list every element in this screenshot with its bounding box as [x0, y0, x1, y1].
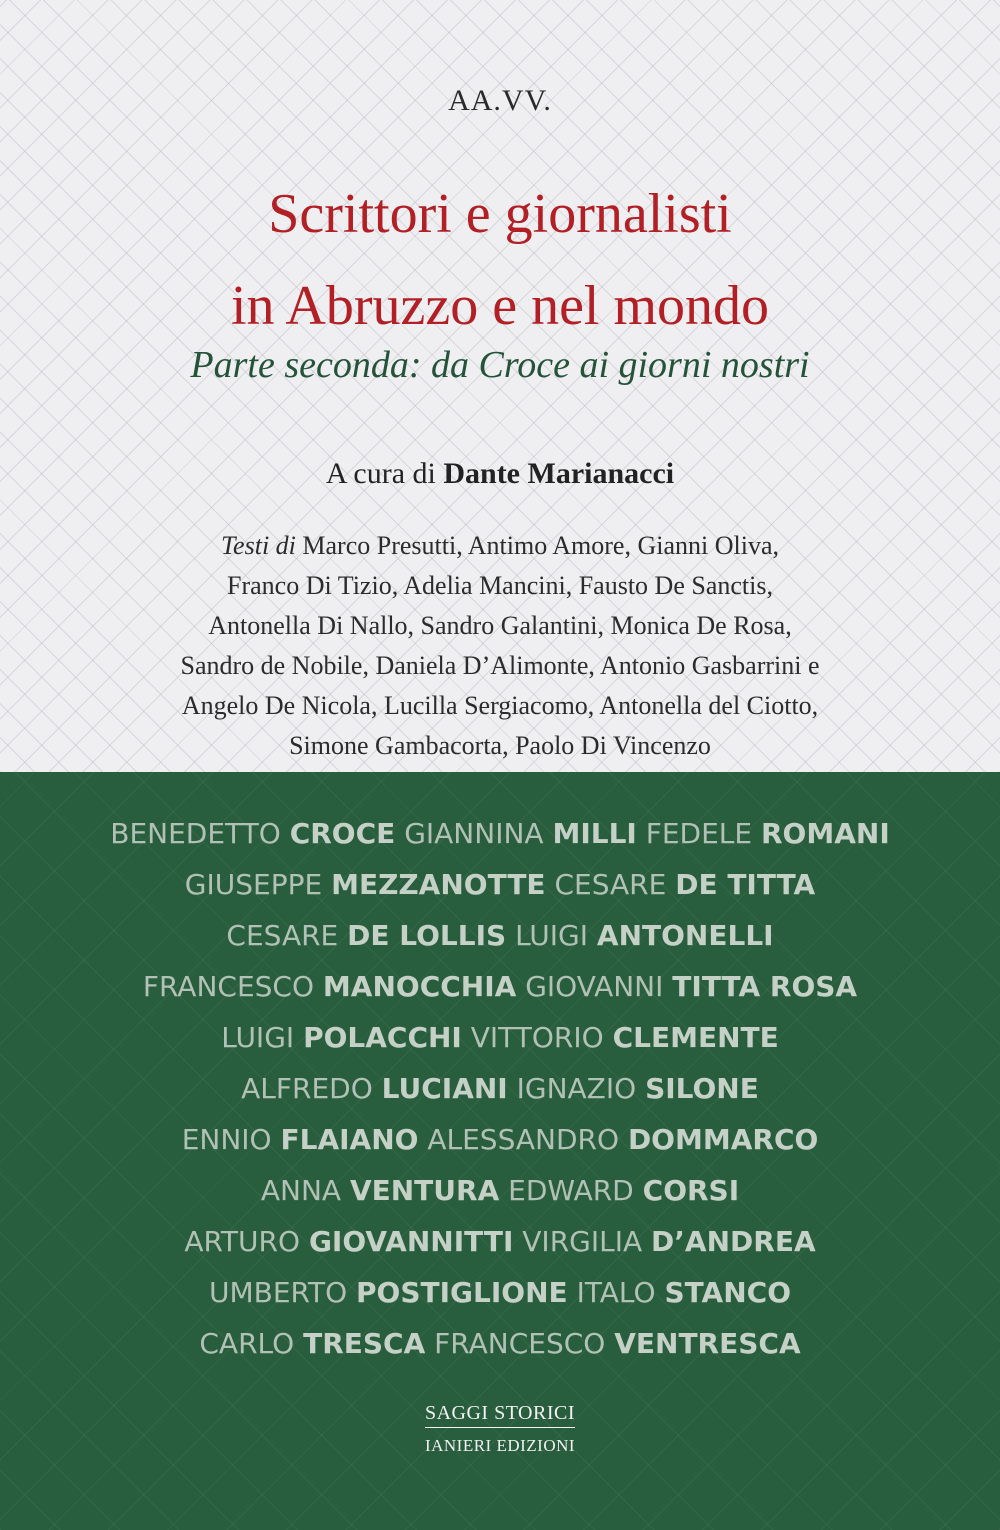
author-last-name: ANTONELLI — [596, 919, 774, 952]
author-last-name: DE TITTA — [675, 868, 816, 901]
publisher-label: IANIERI EDIZIONI — [424, 1436, 576, 1455]
author-name-line — [0, 859, 1000, 910]
author-first-name: UMBERTO — [209, 1276, 348, 1309]
author-first-name: ARTURO — [184, 1225, 301, 1258]
author-first-name: CARLO — [199, 1327, 295, 1360]
author-first-name: VITTORIO — [470, 1021, 604, 1054]
series-label — [0, 1402, 1000, 1428]
author-last-name: MEZZANOTTE — [331, 868, 546, 901]
author-first-name: ANNA — [260, 1174, 342, 1207]
author-last-name: CROCE — [289, 817, 396, 850]
author-first-name: LUIGI — [515, 919, 589, 952]
author-first-name: LUIGI — [221, 1021, 295, 1054]
author-name-line — [0, 910, 1000, 961]
author-first-name: ITALO — [576, 1276, 656, 1309]
author-last-name: D’ANDREA — [651, 1225, 816, 1258]
author-last-name: ROMANI — [761, 817, 890, 850]
author-last-name: VENTRESCA — [614, 1327, 801, 1360]
author-first-name: FEDELE — [645, 817, 753, 850]
contributors-line: Angelo De Nicola, Lucilla Sergiacomo, Antonella del Ciotto, — [181, 691, 819, 720]
author-name-line — [0, 1267, 1000, 1318]
author-last-name: VENTURA — [349, 1174, 500, 1207]
author-first-name: GIOVANNI — [525, 970, 664, 1003]
book-title-line-2: in Abruzzo e nel mondo — [230, 275, 770, 337]
curator-line — [0, 457, 1000, 491]
author-label: AA.VV. — [448, 84, 552, 117]
author-last-name: DOMMARCO — [627, 1123, 819, 1156]
contributors-block — [60, 526, 940, 766]
author-first-name: FRANCESCO — [142, 970, 315, 1003]
author-first-name: IGNAZIO — [516, 1072, 637, 1105]
author-last-name: TITTA ROSA — [672, 970, 858, 1003]
author-last-name: MANOCCHIA — [322, 970, 517, 1003]
author-last-name: TRESCA — [303, 1327, 426, 1360]
author-first-name: ALFREDO — [241, 1072, 373, 1105]
author-name-line — [0, 1114, 1000, 1165]
curator-name: Dante Marianacci — [443, 457, 675, 490]
contributors-line: Simone Gambacorta, Paolo Di Vincenzo — [289, 731, 711, 760]
author-first-name: VIRGILIA — [522, 1225, 643, 1258]
author-first-name: BENEDETTO — [110, 817, 281, 850]
contributors-text: Marco Presutti, Antimo Amore, Gianni Oliva, — [302, 531, 779, 560]
author-last-name: CLEMENTE — [612, 1021, 779, 1054]
author-name-line — [0, 1063, 1000, 1114]
author-last-name: LUCIANI — [381, 1072, 508, 1105]
contributors-prefix: Testi di — [220, 531, 296, 560]
book-subtitle: Parte seconda: da Croce ai giorni nostri — [190, 344, 810, 386]
author-first-name: ENNIO — [181, 1123, 272, 1156]
author-name-line — [0, 1216, 1000, 1267]
contributors-line — [60, 526, 940, 566]
author-first-name: FRANCESCO — [434, 1327, 606, 1360]
author-last-name: STANCO — [664, 1276, 791, 1309]
curator-prefix: A cura di — [325, 457, 436, 490]
author-name-line — [0, 808, 1000, 859]
author-last-name: DE LOLLIS — [347, 919, 507, 952]
featured-authors-list — [0, 808, 1000, 1369]
author-last-name: MILLI — [552, 817, 637, 850]
contributors-line: Sandro de Nobile, Daniela D’Alimonte, Antonio Gasbarrini e — [180, 651, 820, 680]
contributors-line: Franco Di Tizio, Adelia Mancini, Fausto De Sanctis, — [227, 571, 773, 600]
author-name-line — [0, 1012, 1000, 1063]
book-title — [0, 168, 1000, 352]
author-last-name: GIOVANNITTI — [308, 1225, 514, 1258]
author-first-name: ALESSANDRO — [427, 1123, 620, 1156]
author-name-line — [0, 961, 1000, 1012]
author-last-name: SILONE — [645, 1072, 759, 1105]
author-last-name: FLAIANO — [280, 1123, 419, 1156]
author-first-name: EDWARD — [508, 1174, 634, 1207]
book-title-line-1: Scrittori e giornalisti — [268, 183, 732, 245]
author-first-name: CESARE — [226, 919, 339, 952]
author-last-name: POLACCHI — [303, 1021, 462, 1054]
author-name-line — [0, 1165, 1000, 1216]
author-first-name: CESARE — [554, 868, 667, 901]
author-last-name: CORSI — [642, 1174, 740, 1207]
author-first-name: GIANNINA — [404, 817, 544, 850]
author-first-name: GIUSEPPE — [184, 868, 323, 901]
author-last-name: POSTIGLIONE — [356, 1276, 568, 1309]
contributors-line: Antonella Di Nallo, Sandro Galantini, Monica De Rosa, — [208, 611, 792, 640]
series-name: SAGGI STORICI — [425, 1402, 575, 1428]
author-name-line — [0, 1318, 1000, 1369]
